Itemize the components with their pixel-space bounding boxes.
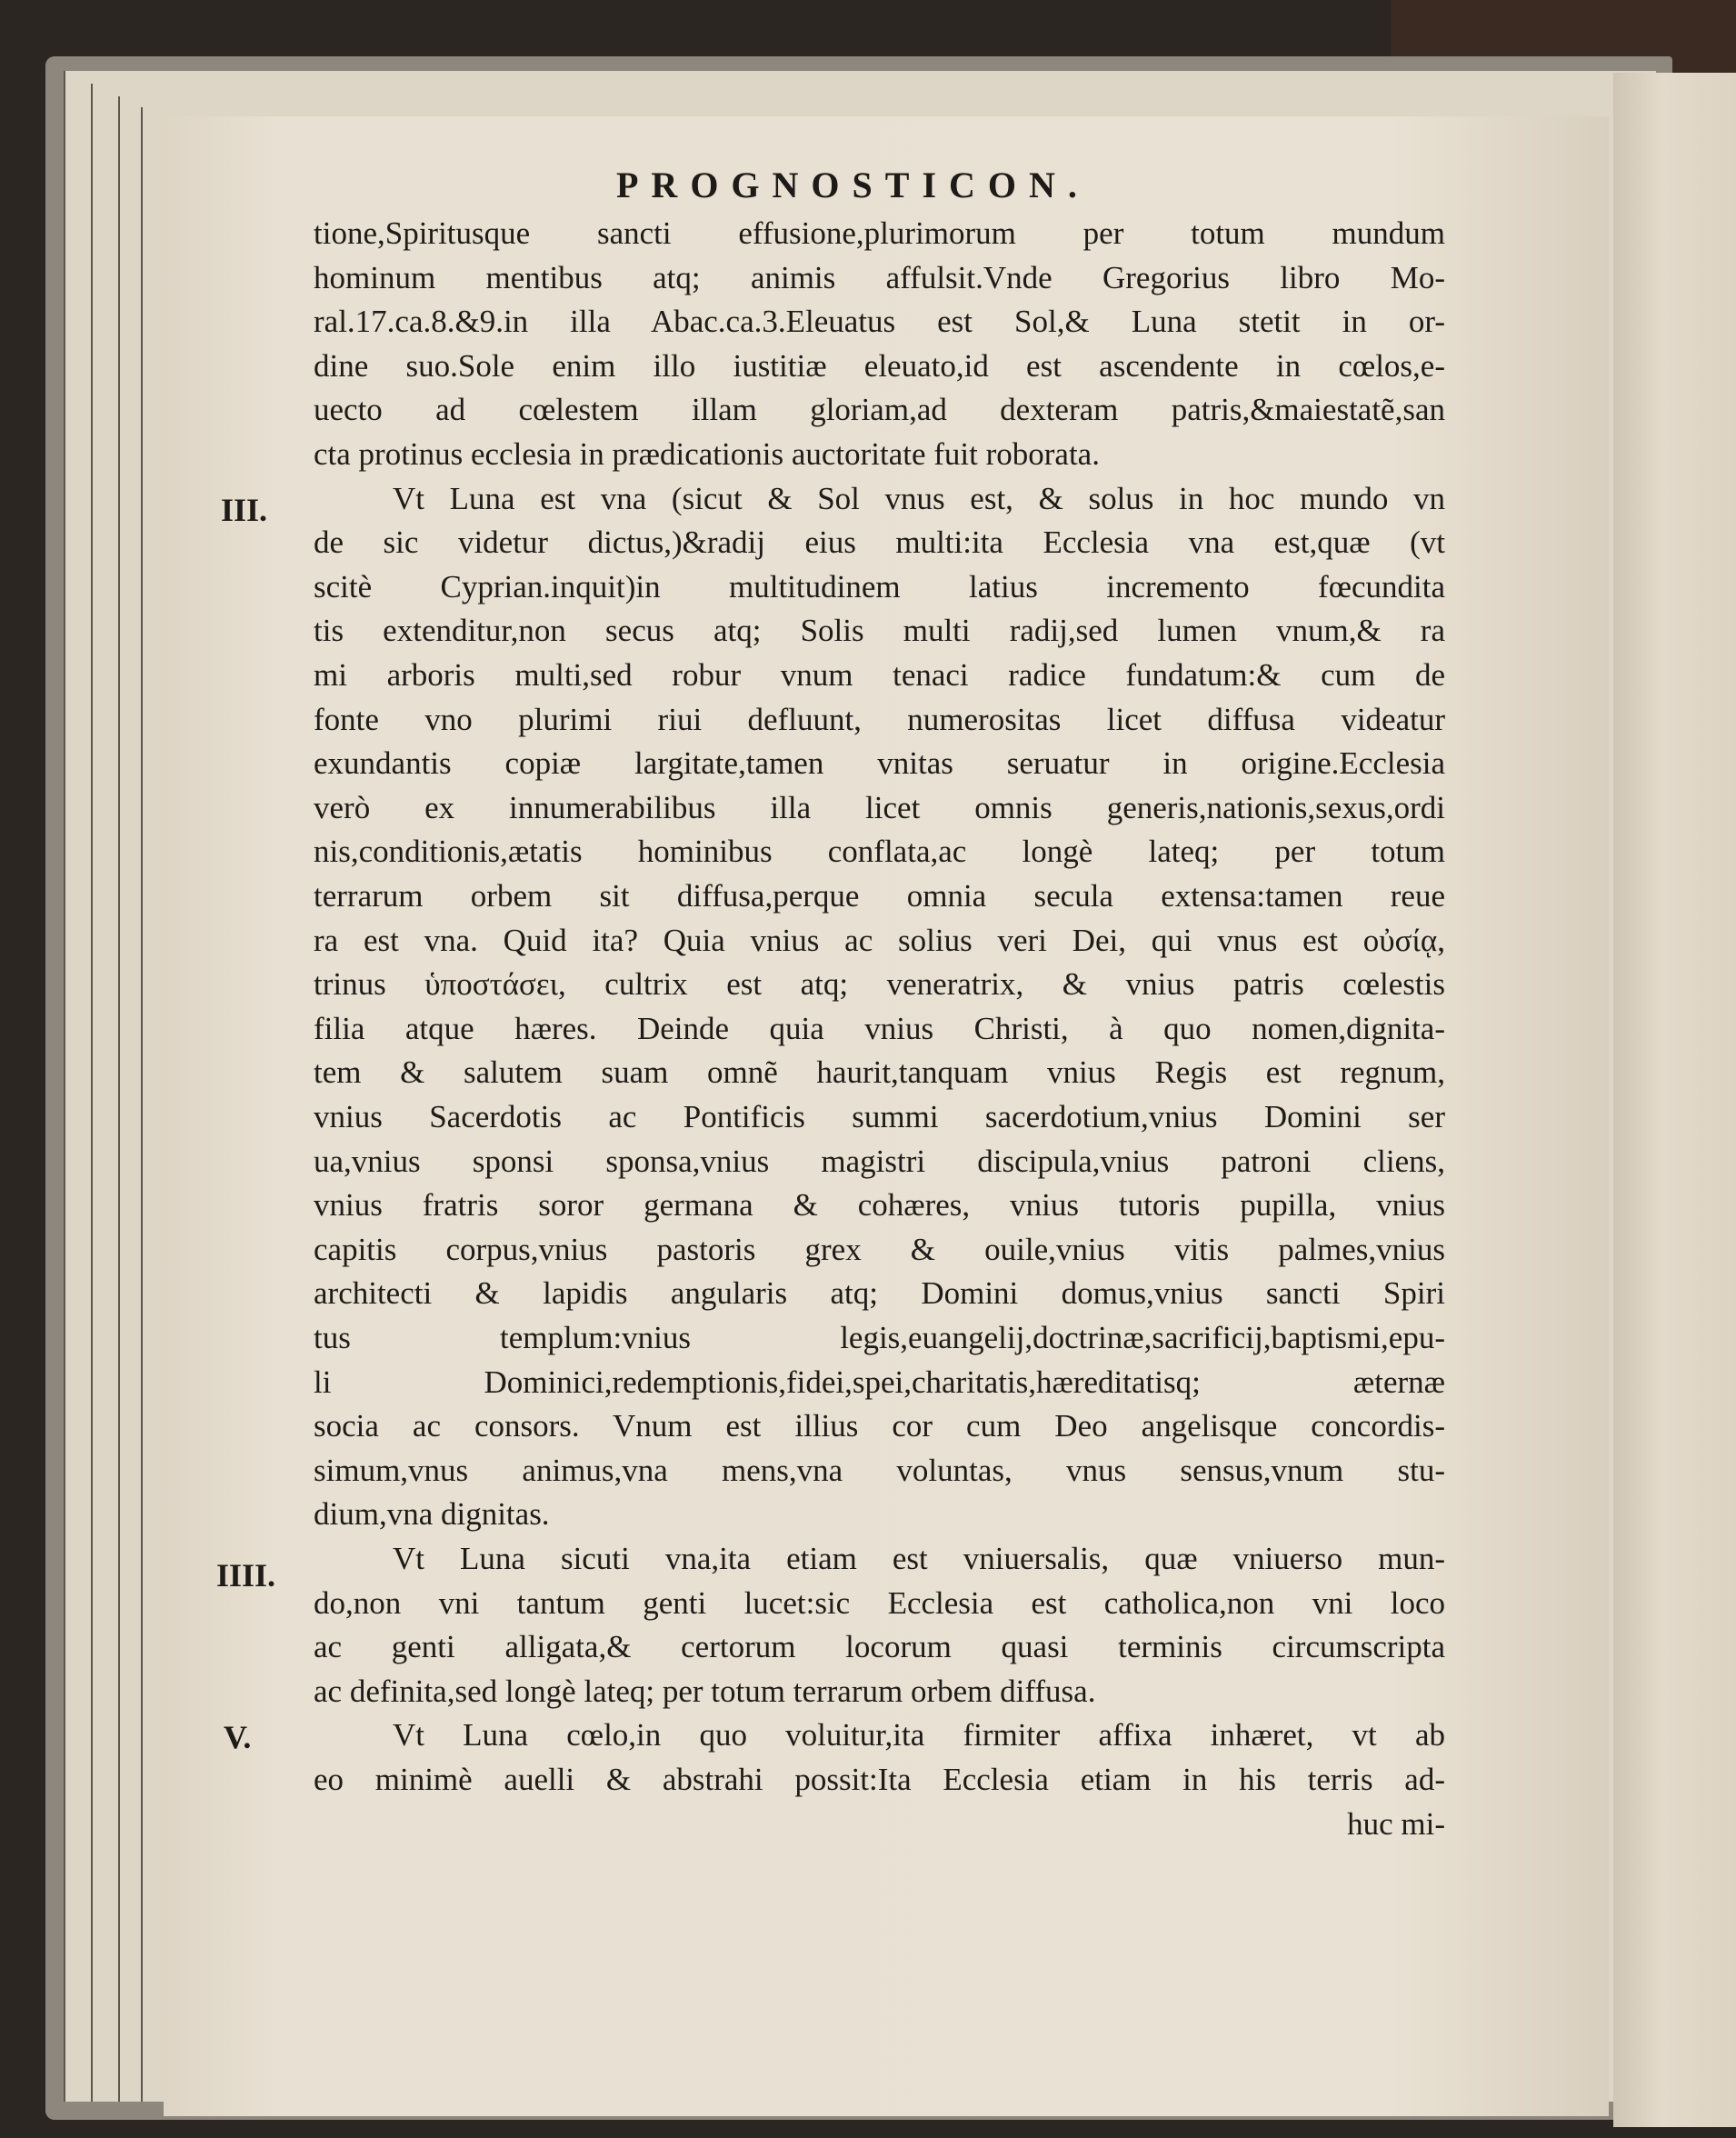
text-line: scitè Cyprian.inquit)in multitudinem latius incremento fœcundita (314, 568, 1445, 604)
text-line: socia ac consors. Vnum est illius cor cum Deo angelisque concordis- (314, 1408, 1445, 1444)
facing-page-edge (1613, 73, 1736, 2127)
text-line: Vt Luna cœlo,in quo voluitur,ita firmiter affixa inhæret, vt ab (393, 1717, 1445, 1753)
text-line: dine suo.Sole enim illo iustitiæ eleuato,id est ascendente in cœlos,e- (314, 347, 1445, 384)
text-line: eo minimè auelli & abstrahi possit:Ita Ecclesia etiam in his terris ad- (314, 1762, 1445, 1797)
text-line: Vt Luna est vna (sicut & Sol vnus est, & solus in hoc mundo vn (393, 480, 1445, 516)
text-line: architecti & lapidis angularis atq; Domini domus,vnius sancti Spiri (314, 1275, 1445, 1312)
text-line: dium,vna dignitas. (314, 1496, 550, 1533)
text-line: mi arboris multi,sed robur vnum tenaci radice fundatum:& cum de (314, 657, 1445, 693)
text-line: tus templum:vnius legis,euangelij,doctrinæ,sacrificij,baptismi,epu- (314, 1320, 1445, 1355)
running-title: PROGNOSTICON. (616, 165, 1090, 205)
text-line: Vt Luna sicuti vna,ita etiam est vniuersalis, quæ vniuerso mun- (393, 1541, 1445, 1576)
text-line: do,non vni tantum genti lucet:sic Ecclesia est catholica,non vni loco (314, 1584, 1445, 1621)
text-line: uecto ad cœlestem illam gloriam,ad dexteram patris,&maiestatẽ,san (314, 392, 1445, 428)
text-line: vnius fratris soror germana & cohæres, vnius tutoris pupilla, vnius (314, 1187, 1445, 1224)
text-line: ral.17.ca.8.&9.in illa Abac.ca.3.Eleuatus est Sol,& Luna stetit in or- (314, 304, 1445, 340)
text-line: trinus ὑποστάσει, cultrix est atq; veneratrix, & vnius patris cœlestis (314, 966, 1445, 1003)
text-line: ra est vna. Quid ita? Quia vnius ac solius veri Dei, qui vnus est οὐσίᾳ, (314, 922, 1445, 958)
text-line: capitis corpus,vnius pastoris grex & ouile,vnius vitis palmes,vnius (314, 1231, 1445, 1267)
margin-numeral-v: V. (224, 1719, 252, 1755)
text-line: nis,conditionis,ætatis hominibus conflata,ac longè lateq; per totum (314, 834, 1445, 870)
text-line: huc mi- (1347, 1805, 1445, 1842)
text-line: tis extenditur,non secus atq; Solis multi radij,sed lumen vnum,& ra (314, 613, 1445, 649)
text-line: fonte vno plurimi riui defluunt, numerositas licet diffusa videatur (314, 701, 1445, 737)
text-line: ac genti alligata,& certorum locorum quasi terminis circumscripta (314, 1629, 1445, 1665)
text-line: ua,vnius sponsi sponsa,vnius magistri discipula,vnius patroni cliens, (314, 1143, 1445, 1179)
text-line: terrarum orbem sit diffusa,perque omnia secula extensa:tamen reue (314, 878, 1445, 914)
margin-numeral-iiii: IIII. (216, 1557, 276, 1594)
text-line: tem & salutem suam omnẽ haurit,tanquam vnius Regis est regnum, (314, 1054, 1445, 1091)
text-line: verò ex innumerabilibus illa licet omnis generis,nationis,sexus,ordi (314, 789, 1445, 825)
text-line: filia atque hæres. Deinde quia vnius Christi, à quo nomen,dignita- (314, 1010, 1445, 1046)
text-line: cta protinus ecclesia in prædicationis auctoritate fuit roborata. (314, 436, 1100, 472)
text-line: hominum mentibus atq; animis affulsit.Vnde Gregorius libro Mo- (314, 259, 1445, 295)
text-line: ac definita,sed longè lateq; per totum terrarum orbem diffusa. (314, 1673, 1096, 1709)
margin-numeral-iii: III. (221, 492, 268, 528)
text-line: vnius Sacerdotis ac Pontificis summi sacerdotium,vnius Domini ser (314, 1099, 1445, 1134)
text-line: simum,vnus animus,vna mens,vna voluntas, vnus sensus,vnum stu- (314, 1452, 1445, 1488)
text-line: li Dominici,redemptionis,fidei,spei,charitatis,hæreditatisq; æternæ (314, 1364, 1445, 1400)
text-line: exundantis copiæ largitate,tamen vnitas seruatur in origine.Ecclesia (314, 745, 1445, 782)
text-line: tione,Spiritusque sancti effusione,plurimorum per totum mundum (314, 215, 1445, 251)
text-line: de sic videtur dictus,)&radij eius multi:ita Ecclesia vna est,quæ (vt (314, 525, 1445, 561)
